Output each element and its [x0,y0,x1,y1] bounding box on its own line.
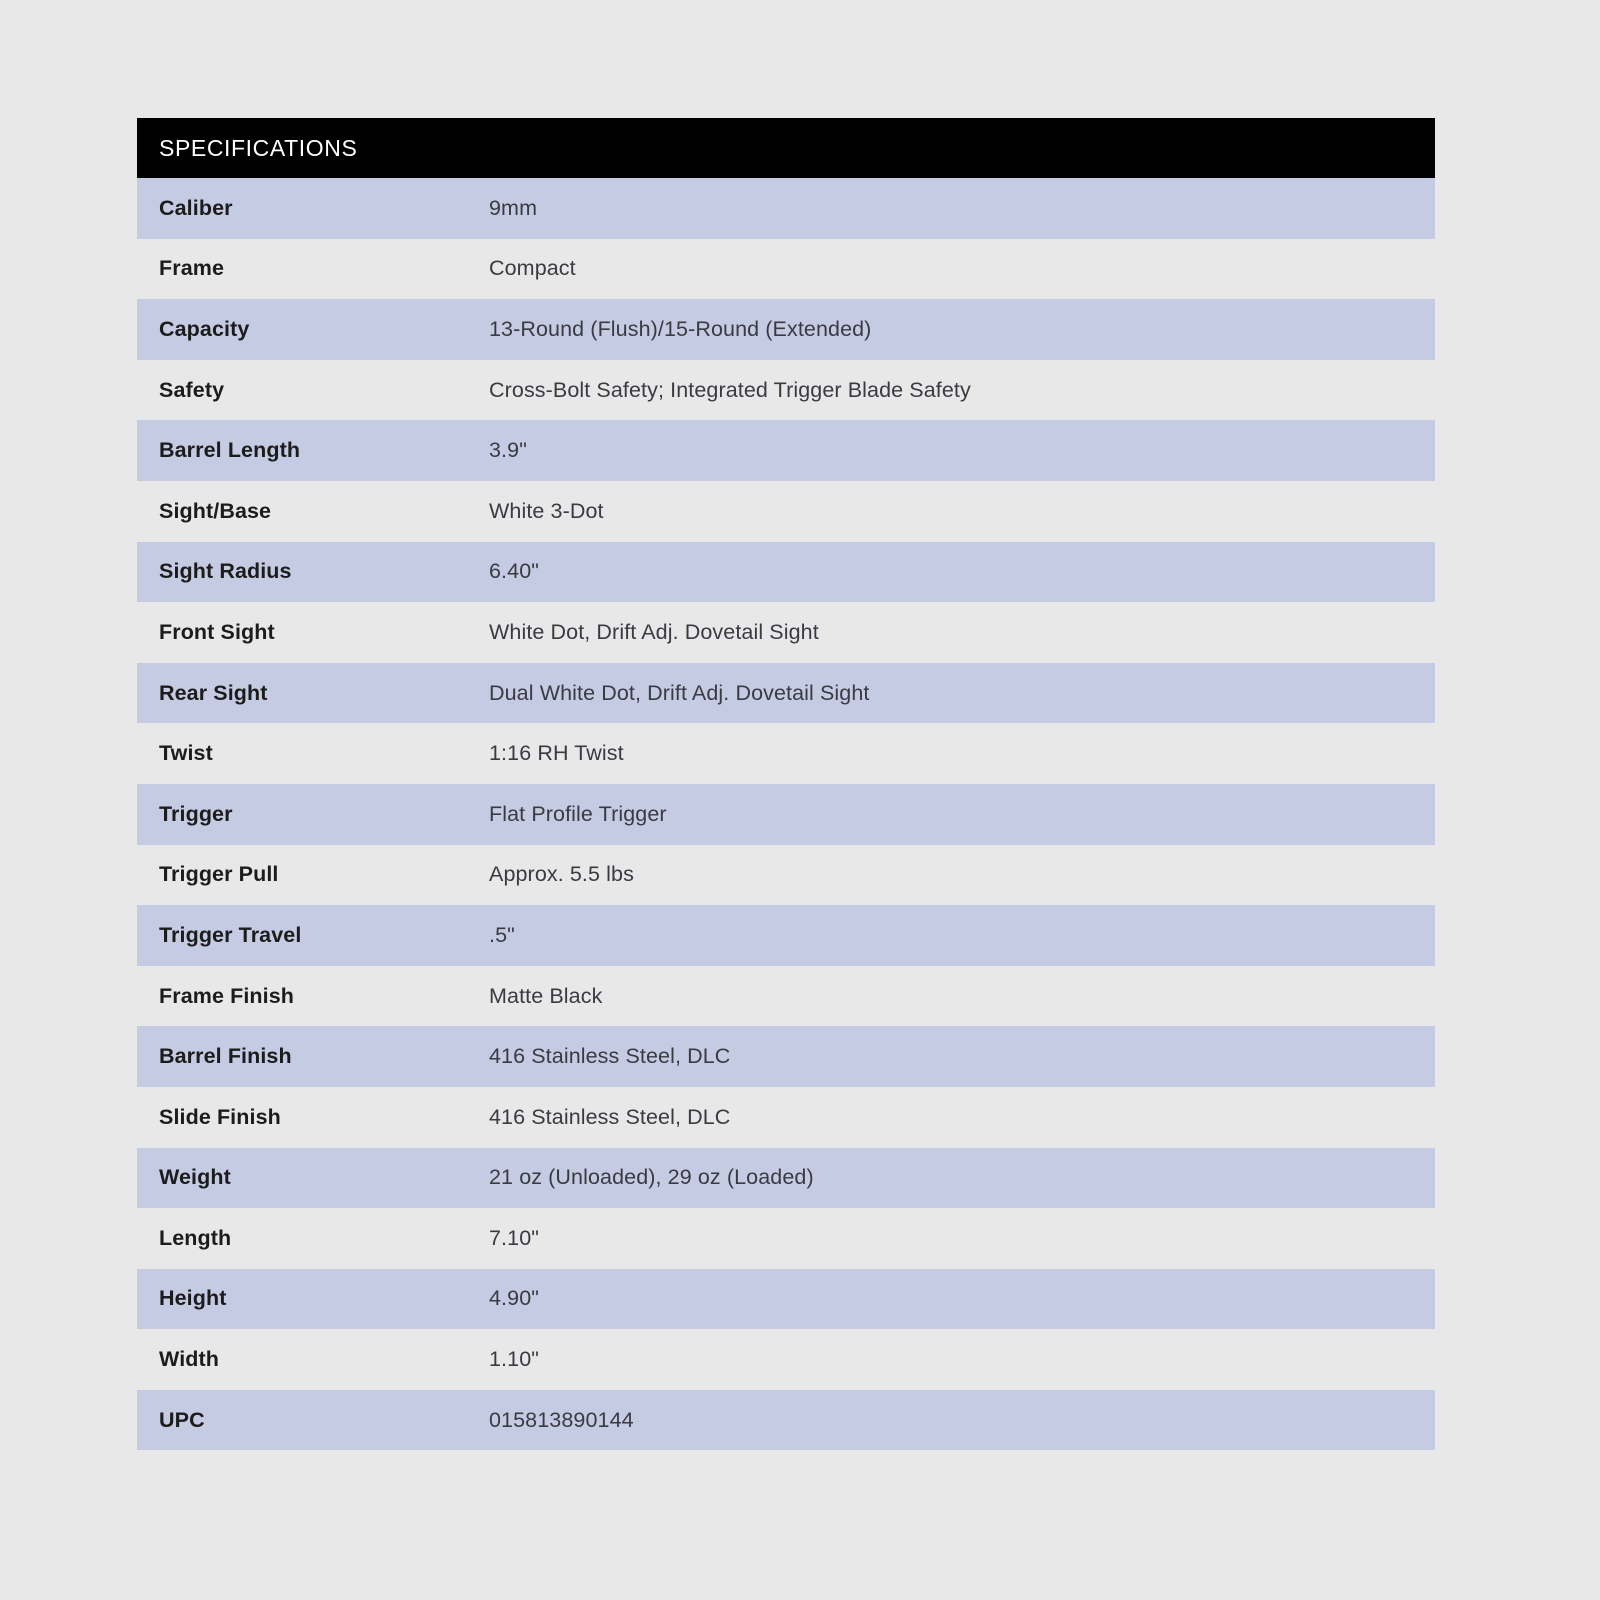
spec-label: UPC [159,1407,205,1432]
spec-label: Sight Radius [159,559,292,584]
spec-label: Barrel Finish [159,1044,292,1069]
spec-value: 1:16 RH Twist [489,741,624,766]
spec-value: 21 oz (Unloaded), 29 oz (Loaded) [489,1165,814,1190]
table-row [137,1208,1435,1269]
table-row [137,905,1435,966]
spec-label: Width [159,1347,220,1372]
spec-label: Sight/Base [159,498,272,523]
spec-label: Trigger Pull [159,862,279,887]
table-row [137,481,1435,542]
table-row [137,845,1435,906]
table-row [137,1087,1435,1148]
table-row [137,663,1435,724]
spec-label: Frame Finish [159,983,295,1008]
spec-label: Height [159,1286,227,1311]
spec-value: 4.90" [489,1286,539,1311]
table-row [137,178,1435,239]
table-row [137,542,1435,603]
specifications-rows [137,178,1435,1450]
table-row [137,239,1435,300]
table-row [137,1329,1435,1390]
spec-label: Caliber [159,195,233,220]
specifications-title: SPECIFICATIONS [159,134,358,161]
spec-value: 9mm [489,195,538,220]
table-row [137,1390,1435,1451]
spec-value: White Dot, Drift Adj. Dovetail Sight [489,619,819,644]
spec-label: Capacity [159,316,250,341]
spec-label: Twist [159,741,213,766]
table-row [137,1026,1435,1087]
spec-value: White 3-Dot [489,498,604,523]
specifications-table [137,118,1435,1450]
table-row [137,723,1435,784]
spec-value: 416 Stainless Steel, DLC [489,1044,731,1069]
table-row [137,420,1435,481]
spec-label: Slide Finish [159,1104,281,1129]
table-row [137,299,1435,360]
spec-value: Matte Black [489,983,603,1008]
spec-label: Length [159,1225,232,1250]
table-row [137,966,1435,1027]
spec-label: Weight [159,1165,231,1190]
table-row [137,1148,1435,1209]
table-row [137,602,1435,663]
spec-value: 015813890144 [489,1407,634,1432]
table-row [137,784,1435,845]
spec-label: Barrel Length [159,438,301,463]
spec-value: Flat Profile Trigger [489,801,667,826]
spec-value: 13-Round (Flush)/15-Round (Extended) [489,316,872,341]
spec-value: 7.10" [489,1225,539,1250]
spec-label: Front Sight [159,619,275,644]
spec-value: Dual White Dot, Drift Adj. Dovetail Sight [489,680,870,705]
table-row [137,360,1435,421]
specifications-table-header [137,118,1435,178]
spec-value: 1.10" [489,1347,539,1372]
spec-value: Approx. 5.5 lbs [489,862,634,887]
spec-label: Safety [159,377,225,402]
spec-label: Trigger Travel [159,922,302,947]
spec-value: Compact [489,256,576,281]
spec-value: 3.9" [489,438,527,463]
table-row [137,1269,1435,1330]
spec-label: Trigger [159,801,233,826]
spec-value: .5" [489,922,515,947]
spec-value: 416 Stainless Steel, DLC [489,1104,731,1129]
spec-value: Cross-Bolt Safety; Integrated Trigger Blade Safety [489,377,971,402]
spec-value: 6.40" [489,559,539,584]
spec-label: Rear Sight [159,680,268,705]
spec-label: Frame [159,256,225,281]
